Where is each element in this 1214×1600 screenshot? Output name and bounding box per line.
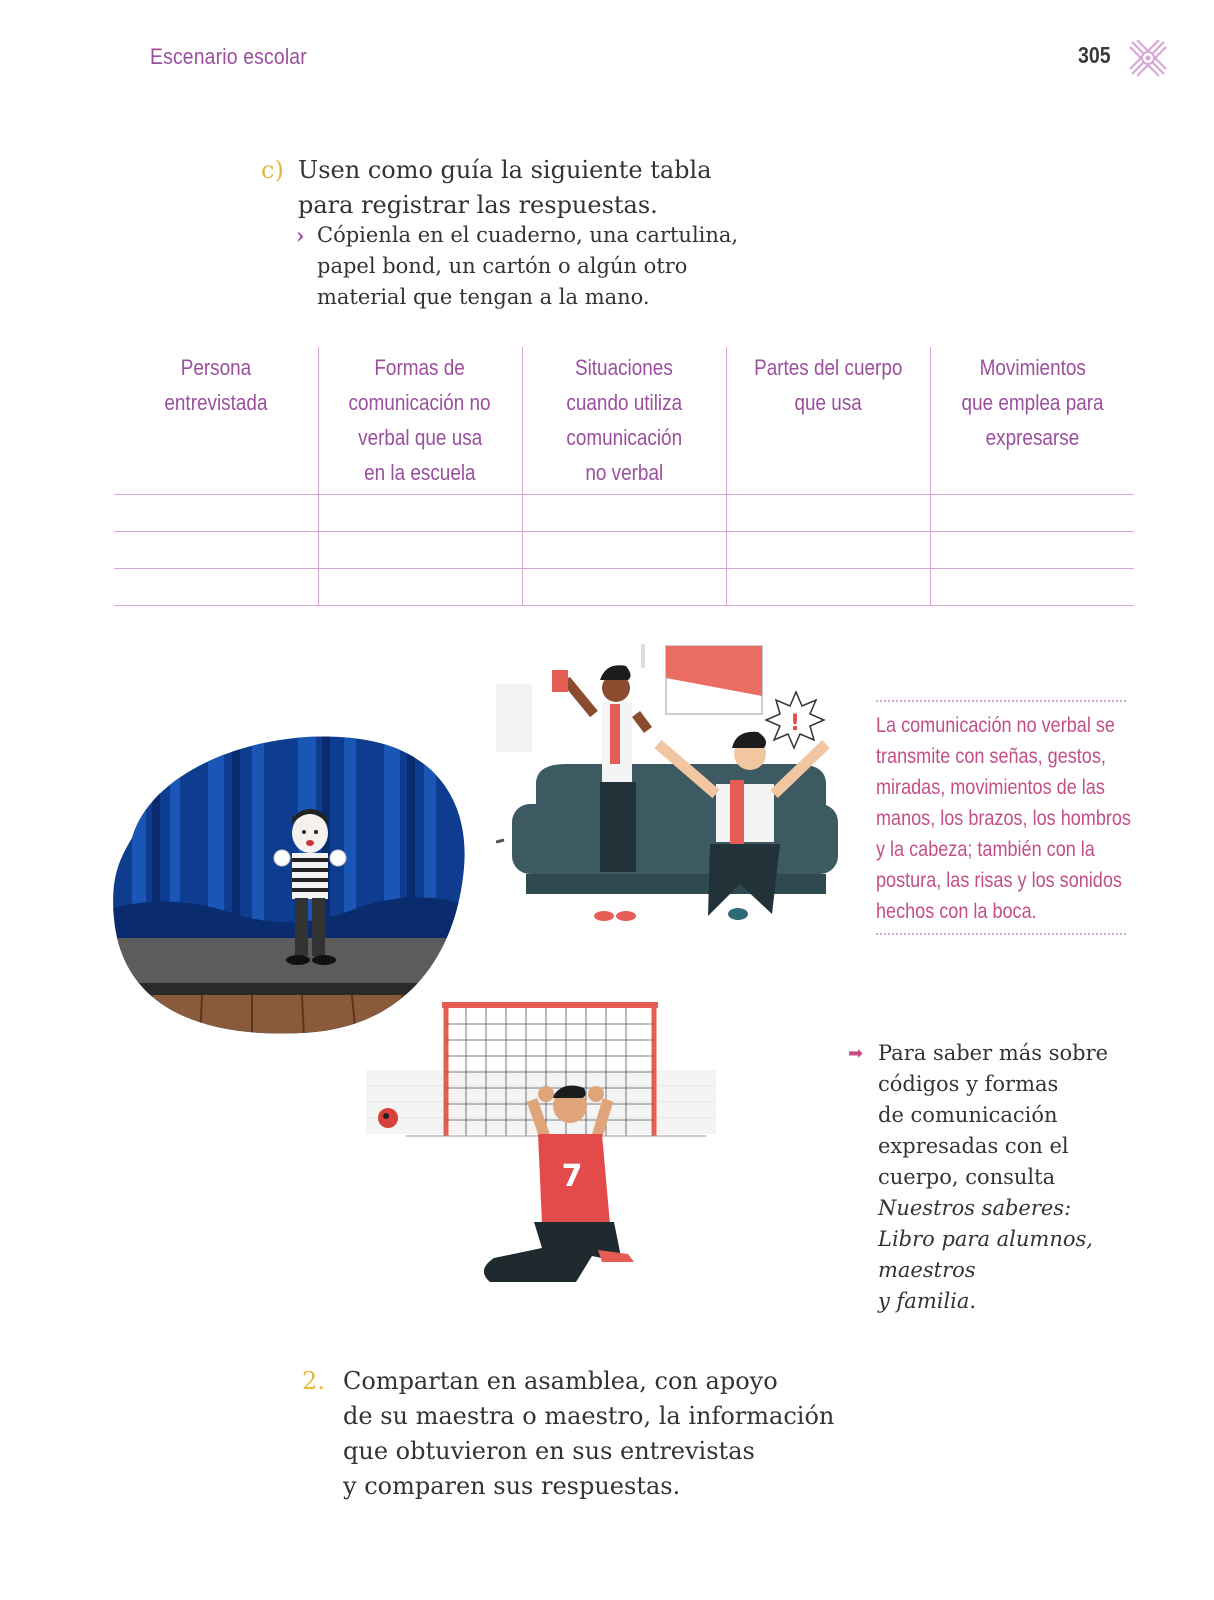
step-marker: 2. (302, 1367, 325, 1395)
header-line: Persona (180, 355, 251, 380)
info-box (876, 700, 1131, 935)
table-row (114, 532, 1134, 569)
header-line: Situaciones (575, 355, 673, 380)
header-line: comunicación no (348, 390, 491, 415)
sub-instruction (317, 220, 837, 313)
sub-instruction-line: Cópienla en el cuaderno, una cartulina, (317, 223, 739, 247)
instruction-marker: c) (261, 156, 284, 184)
header-line: Movimientos (979, 355, 1086, 380)
note-line: códigos y formas (878, 1072, 1059, 1096)
table-cell (930, 495, 1134, 532)
note-line: de comunicación (878, 1103, 1058, 1127)
table-cell (522, 532, 726, 569)
table-cell (318, 495, 522, 532)
table-cell (930, 532, 1134, 569)
info-line: miradas, movimientos de las (876, 776, 1105, 799)
table-cell (522, 495, 726, 532)
note-period: . (969, 1289, 977, 1313)
table-cell (726, 532, 930, 569)
table-cell (114, 569, 318, 606)
header-line: en la escuela (364, 460, 476, 485)
table-cell (726, 569, 930, 606)
info-line: La comunicación no verbal se (876, 714, 1115, 737)
instruction-c-text (298, 153, 818, 223)
step-2 (302, 1364, 325, 1399)
table-cell (522, 569, 726, 606)
header-line: no verbal (585, 460, 663, 485)
header-line: verbal que usa (357, 425, 483, 450)
table-cell (930, 569, 1134, 606)
step-line: de su maestra o maestro, la información (343, 1402, 835, 1430)
header-persona (114, 347, 318, 495)
table-cell (318, 532, 522, 569)
table-cell (726, 495, 930, 532)
section-title: Escenario escolar (150, 44, 307, 69)
table-cell (114, 532, 318, 569)
book-title-line: maestros (878, 1258, 976, 1282)
header-line: comunicación (566, 425, 682, 450)
svg-text:!: ! (789, 711, 801, 736)
table-cell (114, 495, 318, 532)
header-line: Partes del cuerpo (753, 355, 903, 380)
header-partes (726, 347, 930, 495)
info-line: postura, las risas y los sonidos (876, 869, 1122, 892)
sub-instruction-line: papel bond, un cartón o algún otro (317, 254, 688, 278)
table-row (114, 569, 1134, 606)
registration-table (114, 347, 1134, 606)
step-line: Compartan en asamblea, con apoyo (343, 1367, 778, 1395)
soccer-player-illustration (366, 1000, 726, 1300)
header-line: que emplea para (961, 390, 1104, 415)
info-line: y la cabeza; también con la (876, 838, 1095, 861)
note-line: expresadas con el (878, 1134, 1069, 1158)
table-cell (318, 569, 522, 606)
decorative-emblem-icon (1128, 38, 1168, 78)
page-number: 305 (1078, 42, 1111, 68)
sub-instruction-marker (296, 220, 304, 252)
note-line: Para saber más sobre (878, 1041, 1109, 1065)
instruction-line: para registrar las respuestas. (298, 191, 658, 219)
further-reading-text (878, 1038, 1138, 1317)
header-line: cuando utiliza (566, 390, 682, 415)
step-line: y comparen sus respuestas. (343, 1472, 681, 1500)
note-line: cuerpo, consulta (878, 1165, 1056, 1189)
sub-instruction-line: material que tengan a la mano. (317, 285, 650, 309)
step-2-text (343, 1364, 903, 1504)
arrow-right-icon: ➡ (848, 1043, 864, 1064)
header-movimientos (930, 347, 1134, 495)
header-formas (318, 347, 522, 495)
mime-illustration (112, 728, 472, 1038)
svg-text:7: 7 (561, 1159, 583, 1194)
step-line: que obtuvieron en sus entrevistas (343, 1437, 755, 1465)
info-line: transmite con señas, gestos, (876, 745, 1106, 768)
book-title-line: y familia (878, 1289, 970, 1313)
book-title-line: Libro para alumnos, (878, 1227, 1093, 1251)
info-line: hechos con la boca. (876, 900, 1037, 923)
header-situaciones (522, 347, 726, 495)
table-row (114, 495, 1134, 532)
header-line: Formas de (374, 355, 466, 380)
header-line: entrevistada (164, 390, 268, 415)
instruction-line: Usen como guía la siguiente tabla (298, 156, 712, 184)
header-line: expresarse (985, 425, 1080, 450)
chevron-right-icon: › (296, 223, 305, 248)
header-line: que usa (794, 390, 862, 415)
table-header-row (114, 347, 1134, 495)
book-title-line: Nuestros saberes: (878, 1196, 1072, 1220)
info-line: manos, los brazos, los hombros (876, 807, 1131, 830)
instruction-c (261, 153, 284, 188)
sports-fans-illustration (496, 644, 846, 944)
